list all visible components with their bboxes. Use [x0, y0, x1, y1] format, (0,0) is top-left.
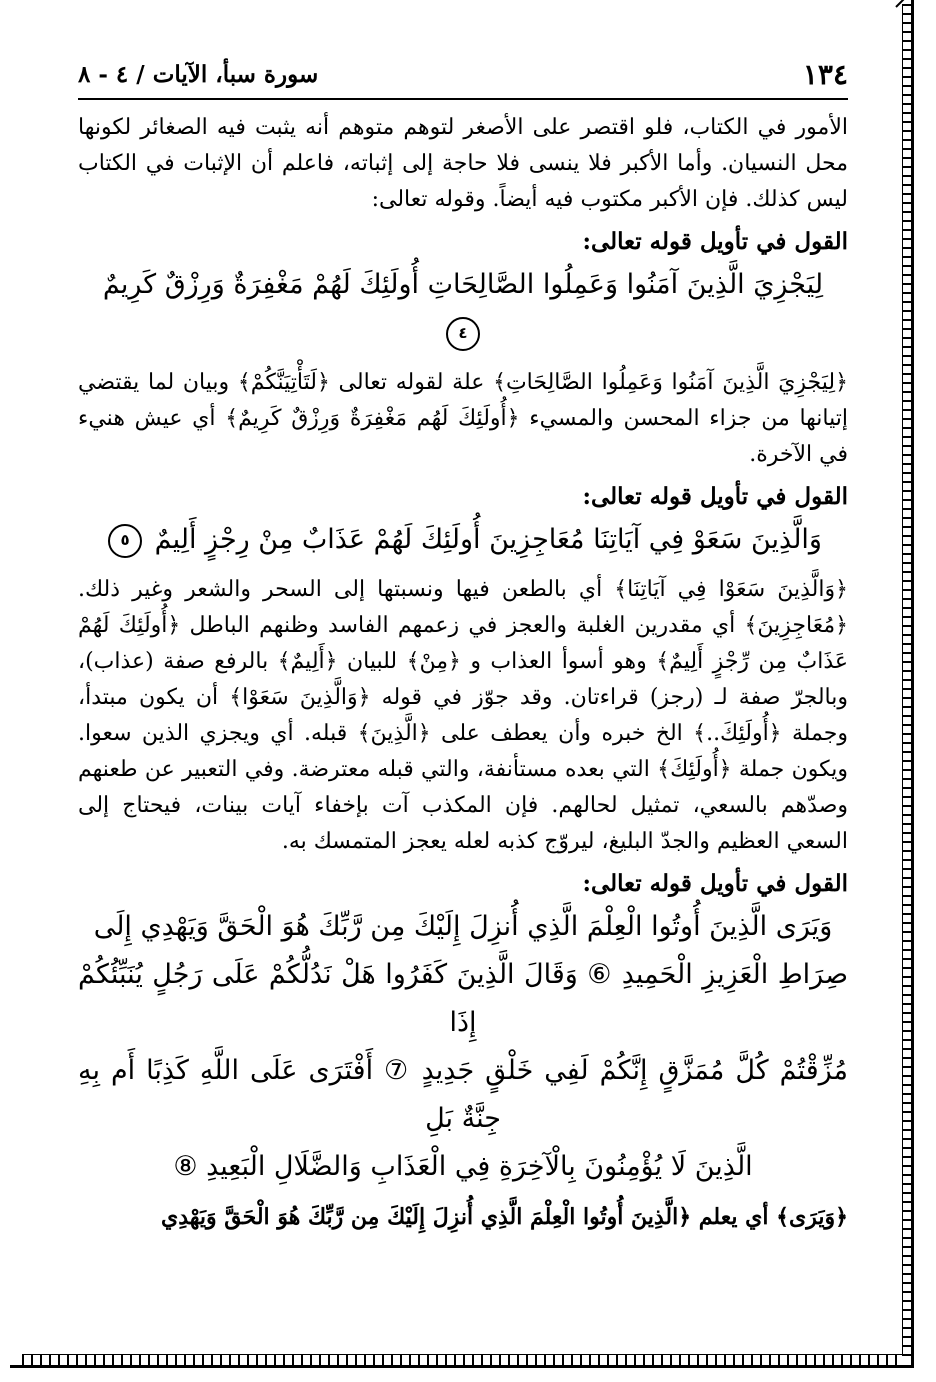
section-title: سورة سبأ، الآيات / ٤ - ٨ [78, 60, 319, 88]
verse-block-3 [78, 903, 848, 1191]
verse-text: لِيَجْزِيَ الَّذِينَ آمَنُوا وَعَمِلُوا الصَّالِحَاتِ أُولَئِكَ لَهُمْ مَغْفِرَةٌ وَرِزْقٌ كَرِيمٌ [102, 269, 824, 300]
section-heading-3: القول في تأويل قوله تعالى: [582, 870, 848, 897]
page-header [78, 50, 848, 100]
verse-line: صِرَاطِ الْعَزِيزِ الْحَمِيدِ ⑥ وَقَالَ الَّذِينَ كَفَرُوا هَلْ نَدُلُّكُمْ عَلَى رَجُلٍ يُنَبِّئُكُمْ إِذَا [78, 959, 848, 1038]
decorative-border-right [902, 4, 914, 1356]
decorative-border-bottom [22, 1354, 902, 1366]
page-body [78, 50, 848, 1350]
verse-block-1 [78, 261, 848, 357]
verse-line: وَيَرَى الَّذِينَ أُوتُوا الْعِلْمَ الَّذِي أُنزِلَ إِلَيْكَ مِن رَّبِّكَ هُوَ الْحَقَّ وَيَهْدِي إِلَى [93, 911, 833, 942]
intro-paragraph: الأمور في الكتاب، فلو اقتصر على الأصغر لتوهم متوهم أنه يثبت فيه الصغائر لكونها محل النسيان. وأما الأكبر فلا ينسى فلا حاجة إلى إثباته، فاعلم أن الإثبات في الكتاب ليس كذلك. فإن الأكبر مكتوب فيه أيضاً. وقوله تعالى: [78, 115, 848, 212]
verse-text: وَالَّذِينَ سَعَوْ فِي آيَاتِنَا مُعَاجِزِينَ أُولَئِكَ لَهُمْ عَذَابٌ مِنْ رِجْزٍ أَلِيمٌ [154, 524, 822, 555]
ayah-number-marker: ٥ [108, 524, 142, 558]
verse-line: الَّذِينَ لَا يُؤْمِنُونَ بِالْآخِرَةِ فِي الْعَذَابِ وَالضَّلَالِ الْبَعِيدِ ⑧ [173, 1151, 753, 1182]
commentary-2: ﴿وَالَّذِينَ سَعَوْا فِي آيَاتِنَا﴾ أي بالطعن فيها ونسبتها إلى السحر والشعر وغير ذلك. ﴿مُعَاجِزِينَ﴾ أي مقدرين الغلبة والعجز في زعمهم الفاسد وظنهم الباطل ﴿أُولَئِكَ لَهُمْ عَذَابٌ مِن رِّجْزٍ أَلِيمٌ﴾ وهو أسوأ العذاب و ﴿مِنْ﴾ للبيان ﴿أَلِيمٌ﴾ بالرفع صفة (عذاب)، وبالجرّ صفة لـ (رجز) قراءتان. وقد جوّز في قوله ﴿وَالَّذِينَ سَعَوْا﴾ أن يكون مبتدأ، وجملة ﴿أُولَئِكَ..﴾ الخ خبره وأن يعطف على ﴿الَّذِينَ﴾ قبله. أي ويجزي الذين سعوا. ويكون جملة ﴿أُولَئِكَ﴾ التي بعده مستأنفة، والتي قبله معترضة. وفي التعبير عن طعنهم وصدّهم بالسعي، تمثيل لحالهم. فإن المكذب آت بإخفاء آيات بينات، فيحتاج إلى السعي العظيم والجدّ البليغ، ليروّج كذبه لعله يعجز المتمسك به. [78, 577, 848, 854]
verse-block-2 [78, 516, 848, 564]
section-heading-2: القول في تأويل قوله تعالى: [582, 483, 848, 510]
section-heading-1: القول في تأويل قوله تعالى: [582, 228, 848, 255]
verse-line: مُزِّقْتُمْ كُلَّ مُمَزَّقٍ إِنَّكُمْ لَفِي خَلْقٍ جَدِيدٍ ⑦ أَفْتَرَى عَلَى اللَّهِ كَذِبًا أَم بِهِ جِنَّةٌ بَلِ [78, 1055, 848, 1134]
page-number: ١٣٤ [802, 57, 848, 91]
commentary-1: ﴿لِيَجْزِيَ الَّذِينَ آمَنُوا وَعَمِلُوا الصَّالِحَاتِ﴾ علة لقوله تعالى ﴿لَتَأْتِيَنَّكُمْ﴾ وبيان لما يقتضي إتيانها من جزاء المحسن والمسيء ﴿أُولَئِكَ لَهُم مَغْفِرَةٌ وَرِزْقٌ كَرِيمٌ﴾ أي عيش هنيء في الآخرة. [78, 370, 848, 467]
commentary-3: ﴿وَيَرَى﴾ أي يعلم ﴿الَّذِينَ أُوتُوا الْعِلْمَ الَّذِي أُنزِلَ إِلَيْكَ مِن رَّبِّكَ هُوَ الْحَقَّ وَيَهْدِي [160, 1204, 848, 1230]
ayah-number-marker: ٤ [446, 317, 480, 351]
